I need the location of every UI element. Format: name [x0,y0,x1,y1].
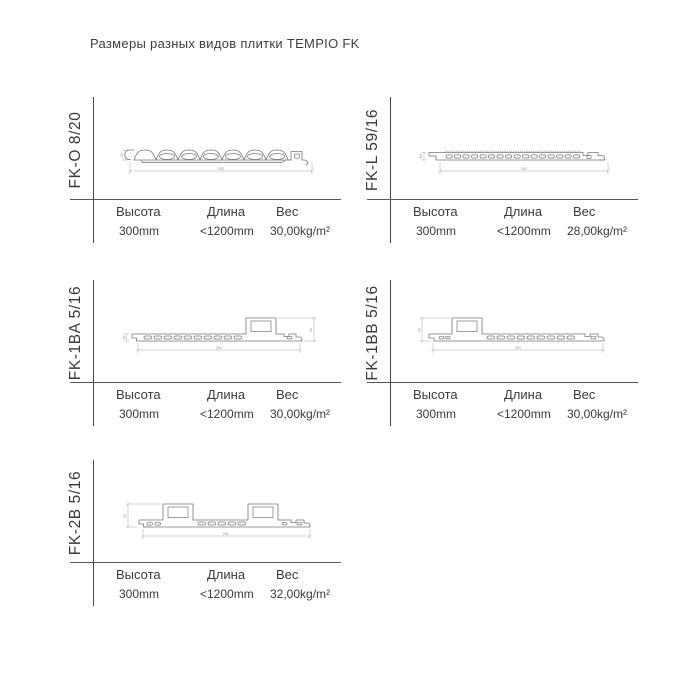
section-fk-l [327,95,647,253]
col-header-weight: Вес [276,567,299,582]
col-header-weight: Вес [573,387,596,402]
col-header-length: Длина [207,204,246,219]
section-label: FK-L 59/16 [364,108,381,192]
width-dimension-label: 291 [223,531,229,536]
value-weight: 28,00kg/m² [567,224,628,238]
col-header-height: Высота [413,387,458,402]
width-dimension-label: 291 [521,166,527,171]
table-divider [367,382,638,383]
value-height: 300mm [119,224,160,238]
section-label: FK-1BB 5/16 [364,285,381,381]
value-weight: 32,00kg/m² [270,587,331,601]
table-divider [70,562,341,563]
profile-drawing-fk-1bb [415,314,625,376]
col-header-length: Длина [504,387,543,402]
value-length: <1200mm [497,407,551,421]
value-length: <1200mm [200,587,254,601]
profile-drawing-fk-l [415,135,625,197]
section-label: FK-O 8/20 [67,111,84,189]
vertical-rule [93,460,94,606]
profile-drawing-fk-2b [118,500,328,562]
vertical-rule [390,280,391,426]
value-weight: 30,00kg/m² [270,407,331,421]
section-fk-o [30,95,350,253]
table-divider [70,382,341,383]
thickness-dimension-label: 20 [120,153,125,157]
col-header-weight: Вес [276,204,299,219]
page-title: Размеры разных видов плитки TEMPIO FK [90,36,360,51]
width-dimension-label: 291 [515,345,521,350]
col-header-weight: Вес [276,387,299,402]
col-header-length: Длина [207,387,246,402]
col-header-length: Длина [207,567,246,582]
value-length: <1200mm [200,407,254,421]
table-divider [70,199,341,200]
profile-outline [125,150,134,160]
col-header-weight: Вес [573,204,596,219]
width-dimension-label: 292 [218,166,224,171]
col-header-length: Длина [504,204,543,219]
value-weight: 30,00kg/m² [270,224,331,238]
table-divider [367,199,638,200]
value-length: <1200mm [497,224,551,238]
vertical-rule [93,97,94,243]
value-height: 300mm [416,407,457,421]
value-weight: 30,00kg/m² [567,407,628,421]
value-height: 300mm [119,587,160,601]
thickness-dimension-label: 16 [121,335,126,340]
rib-height-dimension-label: 41 [123,514,127,518]
section-label: FK-1BA 5/16 [67,285,84,381]
thickness-dimension-label: 16 [419,154,424,159]
width-dimension-label: 291 [216,345,222,350]
profile-drawing-fk-o [118,135,328,197]
col-header-height: Высота [413,204,458,219]
section-fk-1ba [30,278,350,436]
value-height: 300mm [416,224,457,238]
rib-height-dimension-label: 41 [309,328,313,332]
vertical-rule [390,97,391,243]
col-header-height: Высота [116,387,161,402]
value-length: <1200mm [200,224,254,238]
value-height: 300mm [119,407,160,421]
rib-height-dimension-label: 41 [417,328,421,332]
col-header-height: Высота [116,567,161,582]
profile-drawing-fk-1ba [118,314,328,376]
section-fk-2b [30,458,350,616]
section-label: FK-2B 5/16 [67,470,84,556]
section-fk-1bb [327,278,647,436]
col-header-height: Высота [116,204,161,219]
vertical-rule [93,280,94,426]
